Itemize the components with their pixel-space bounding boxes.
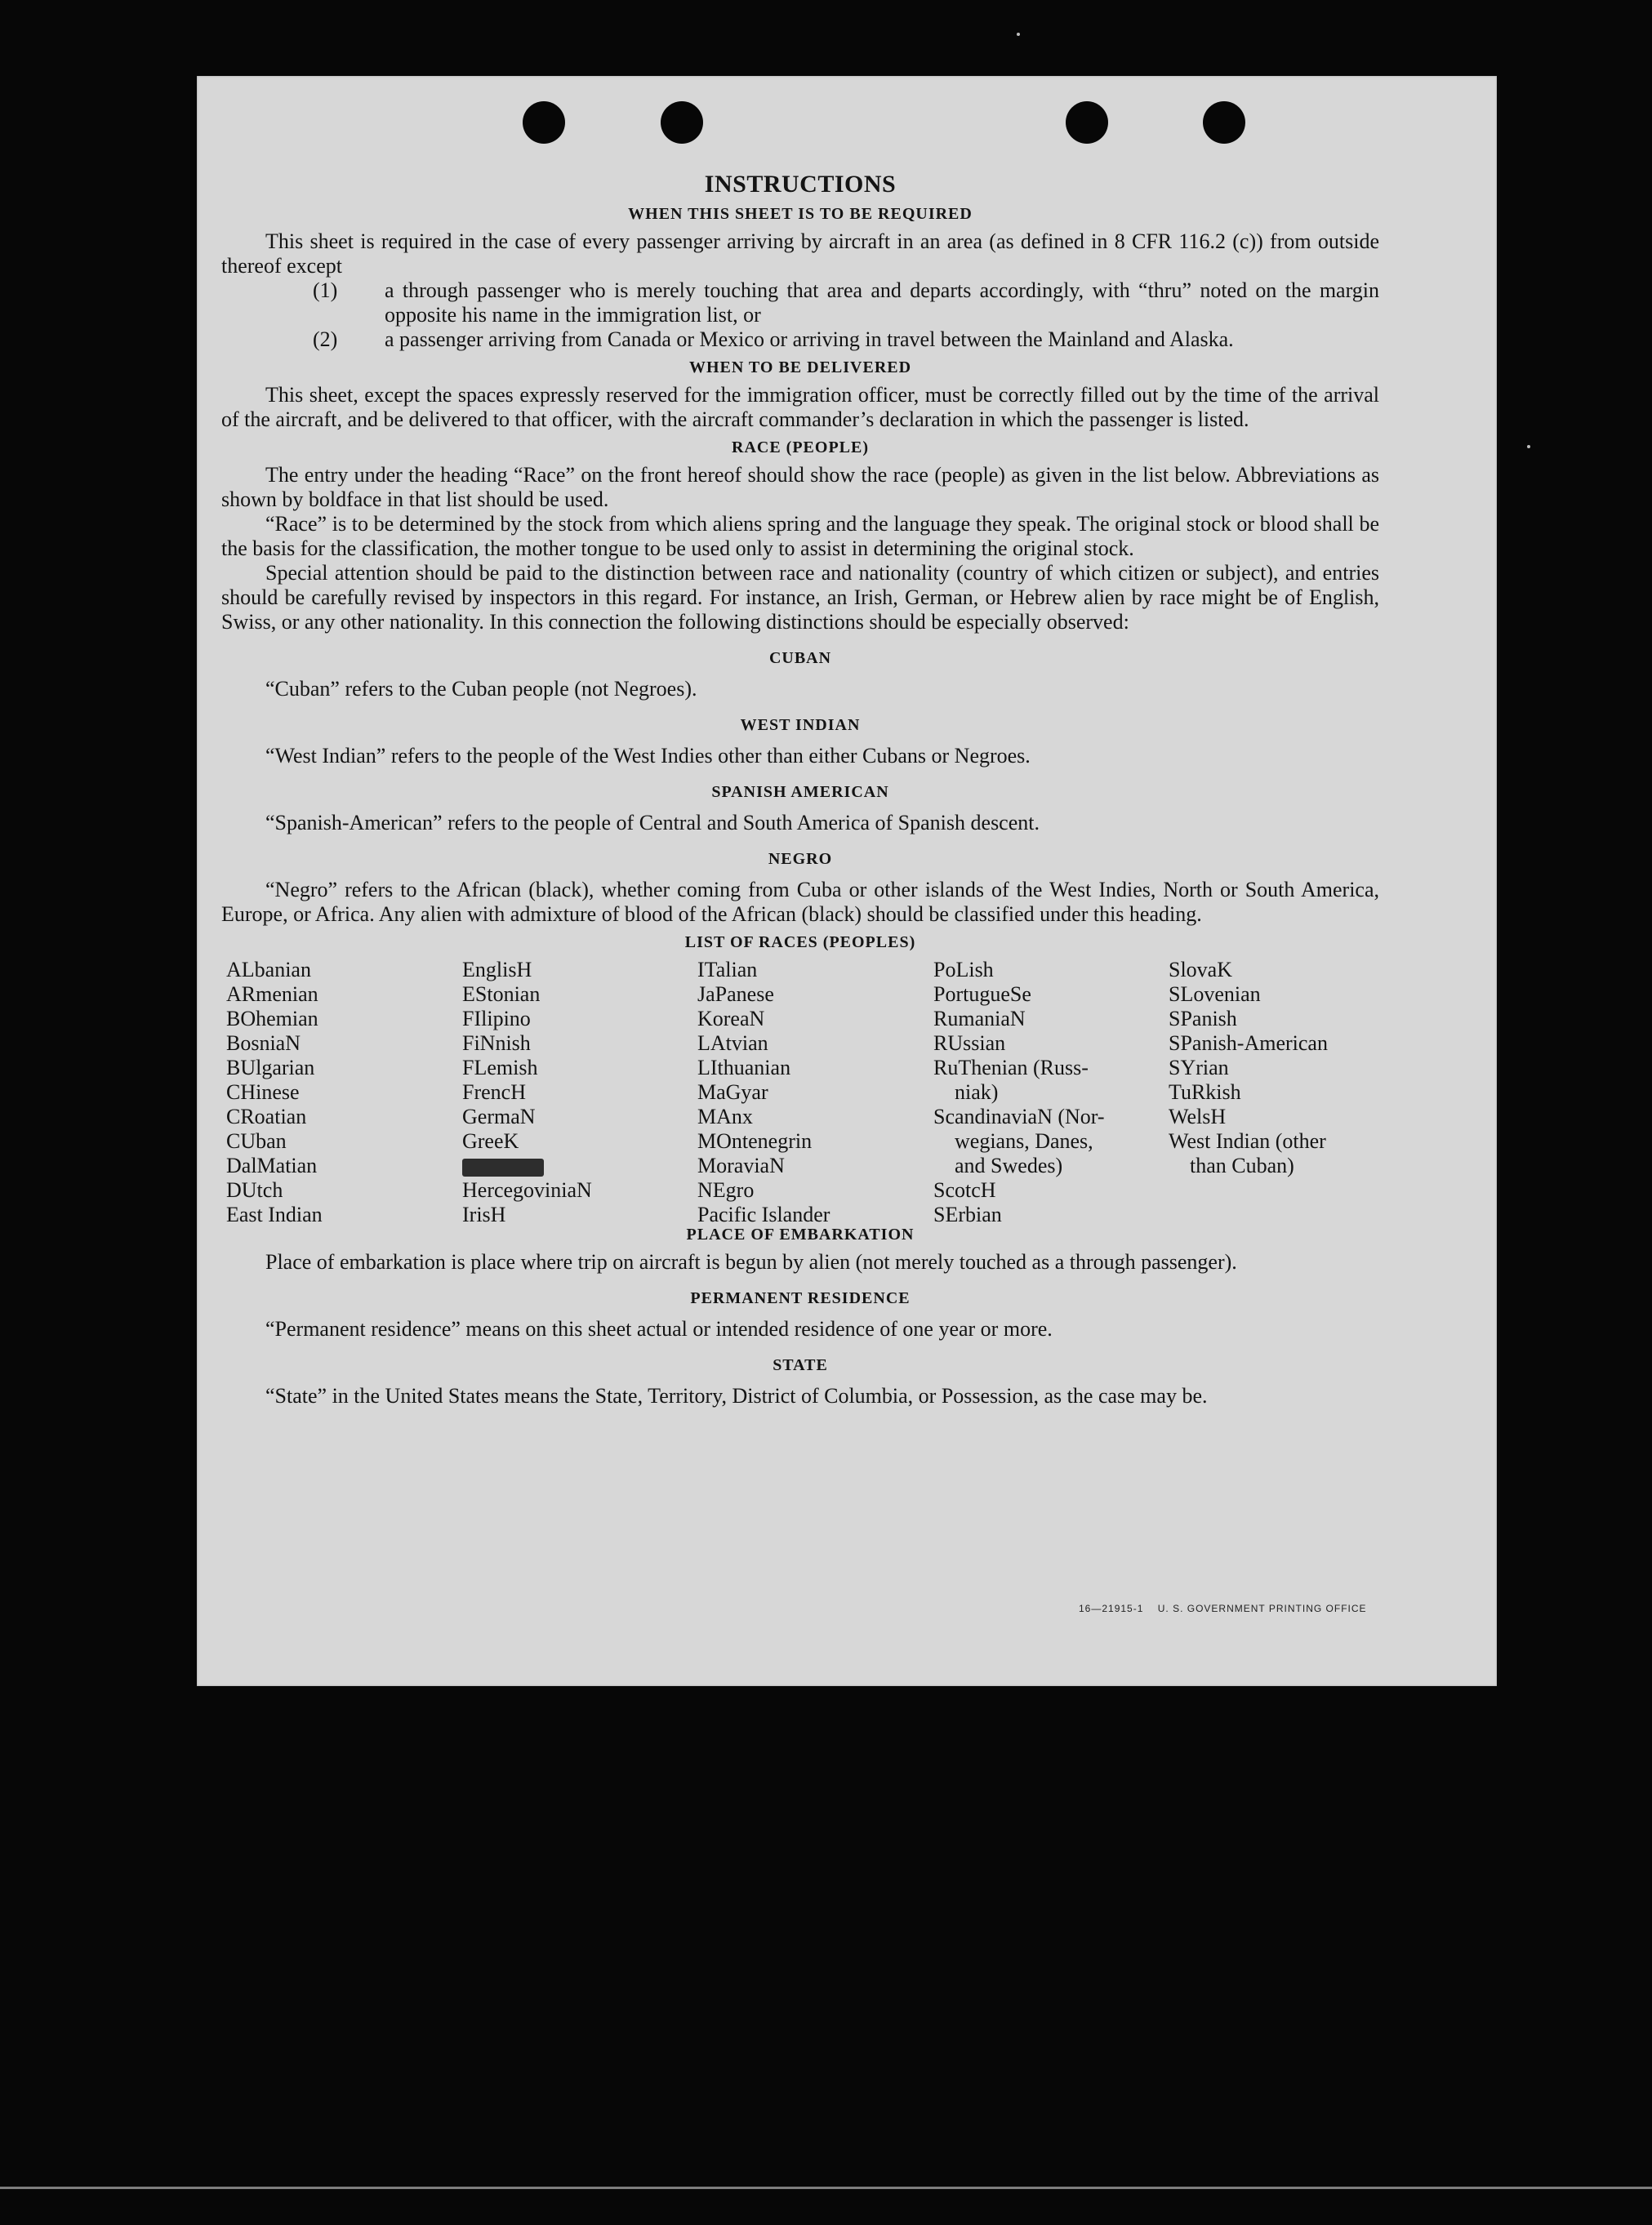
race-entry: EnglisH <box>462 958 532 981</box>
race-entry: niak) <box>955 1080 999 1104</box>
race-paragraph: The entry under the heading “Race” on the front hereof should show the race (people) as given in the list below. Abbreviations as shown by boldface in that list should be used. <box>221 463 1379 511</box>
race-entry: BOhemian <box>226 1007 318 1030</box>
embarkation-text: Place of embarkation is place where trip on aircraft is begun by alien (not merely touched as a through passenger). <box>265 1250 1237 1274</box>
instructions-content <box>221 172 1379 1408</box>
race-entry: SYrian <box>1169 1056 1229 1079</box>
heading-state: STATE <box>773 1356 828 1374</box>
punch-hole <box>661 101 703 144</box>
race-entry: CUban <box>226 1129 287 1153</box>
exception-number: (2) <box>313 327 338 351</box>
heading-place-of-embarkation: PLACE OF EMBARKATION <box>686 1226 915 1244</box>
heading-when-delivered: WHEN TO BE DELIVERED <box>688 358 912 376</box>
heading-race: RACE (PEOPLE) <box>732 438 869 456</box>
form-code: 16—21915-1 <box>1079 1603 1144 1614</box>
races-column <box>697 958 830 1227</box>
race-entry: JaPanese <box>697 982 774 1006</box>
race-entry: EStonian <box>462 982 541 1006</box>
race-entry: SLovenian <box>1169 982 1261 1006</box>
race-entry: SPanish <box>1169 1007 1237 1030</box>
exception-text: a passenger arriving from Canada or Mexico or arriving in travel between the Mainland and Alaska. <box>385 327 1234 351</box>
race-entry: West Indian (other <box>1169 1129 1326 1153</box>
race-entry: ARmenian <box>226 982 318 1006</box>
race-entry: CRoatian <box>226 1105 307 1128</box>
races-column <box>1169 958 1328 1178</box>
race-entry: wegians, Danes, <box>955 1129 1093 1153</box>
delivered-text: This sheet, except the spaces expressly reserved for the immigration officer, must be correctly filled out by the time of the arrival of the aircraft, and be delivered to that officer, with the aircraft commander’s declaration in which the passenger is listed. <box>221 383 1379 431</box>
printer-name: U. S. GOVERNMENT PRINTING OFFICE <box>1157 1603 1367 1614</box>
heading-permanent-residence: PERMANENT RESIDENCE <box>690 1289 911 1307</box>
required-intro-text: This sheet is required in the case of every passenger arriving by aircraft in an area (as defined in 8 CFR 116.2 (c)) from outside thereof except <box>221 229 1379 278</box>
race-entry: HercegoviniaN <box>462 1178 592 1202</box>
race-entry: RUssian <box>933 1031 1006 1055</box>
state-text: “State” in the United States means the State, Territory, District of Columbia, or Possession, as the case may be. <box>265 1384 1208 1408</box>
heading-list-of-races: LIST OF RACES (PEOPLES) <box>684 933 916 951</box>
races-column <box>933 958 1105 1227</box>
race-entry: East Indian <box>226 1203 323 1226</box>
race-entry: FrencH <box>462 1080 526 1104</box>
race-entry: RuThenian (Russ- <box>933 1056 1089 1079</box>
document-sheet <box>197 76 1497 1686</box>
race-entry: GreeK <box>462 1129 519 1153</box>
exception-number: (1) <box>313 278 338 302</box>
punch-hole <box>1066 101 1108 144</box>
race-entry: MOntenegrin <box>697 1129 813 1153</box>
background-speck <box>1017 33 1020 36</box>
punch-hole <box>1203 101 1245 144</box>
race-entry: ALbanian <box>226 958 311 981</box>
spanish-american-text: “Spanish-American” refers to the people of Central and South America of Spanish descent. <box>265 811 1040 834</box>
race-entry: ScotcH <box>933 1178 996 1202</box>
race-entry: ScandinaviaN (Nor- <box>933 1105 1105 1128</box>
heading-west-indian: WEST INDIAN <box>740 716 861 734</box>
background-speck <box>1527 445 1530 448</box>
races-column <box>462 958 592 1227</box>
page-title: INSTRUCTIONS <box>704 171 897 198</box>
race-entry: CHinese <box>226 1080 300 1104</box>
negro-text: “Negro” refers to the African (black), whether coming from Cuba or other islands of the West Indies, North or South America, Europe, or Africa. Any alien with admixture of blood of the African (black) should be classified under this heading. <box>221 878 1379 926</box>
residence-text: “Permanent residence” means on this sheet actual or intended residence of one year or more. <box>265 1317 1053 1341</box>
race-entry: LIthuanian <box>697 1056 791 1079</box>
race-entry: RumaniaN <box>933 1007 1026 1030</box>
race-entry: NEgro <box>697 1178 755 1202</box>
race-entry: FiNnish <box>462 1031 531 1055</box>
redaction-mark <box>462 1159 544 1177</box>
race-entry: KoreaN <box>697 1007 765 1030</box>
race-entry: MaGyar <box>697 1080 768 1104</box>
race-entry: ITalian <box>697 958 758 981</box>
race-entry: BUlgarian <box>226 1056 315 1079</box>
race-paragraph: “Race” is to be determined by the stock from which aliens spring and the language they speak. The original stock or blood shall be the basis for the classification, the mother tongue to be used only to assist in determining the original stock. <box>221 512 1379 560</box>
exception-text: a through passenger who is merely touching that area and departs accordingly, with “thru” noted on the margin opposite his name in the immigration list, or <box>385 278 1379 327</box>
race-paragraph: Special attention should be paid to the distinction between race and nationality (country of which citizen or subject), and entries should be carefully revised by inspectors in this regard. For instance, an Irish, German, or Hebrew alien by race might be of English, Swiss, or any other nationality. In this connection the following distinctions should be especially observed: <box>221 561 1379 634</box>
race-entry: SlovaK <box>1169 958 1232 981</box>
printing-office-footer <box>1079 1603 1367 1614</box>
races-column <box>226 958 323 1227</box>
race-entry: and Swedes) <box>955 1154 1063 1177</box>
exception-item <box>221 278 1379 327</box>
race-entry: MoraviaN <box>697 1154 785 1177</box>
heading-when-required: WHEN THIS SHEET IS TO BE REQUIRED <box>628 205 973 223</box>
race-entry-redacted <box>462 1154 592 1178</box>
race-entry: PoLish <box>933 958 994 981</box>
race-entry: Pacific Islander <box>697 1203 830 1226</box>
race-entry: FLemish <box>462 1056 538 1079</box>
race-entry: IrisH <box>462 1203 506 1226</box>
race-entry: BosniaN <box>226 1031 301 1055</box>
race-entry: SErbian <box>933 1203 1002 1226</box>
heading-spanish-american: SPANISH AMERICAN <box>711 783 889 801</box>
race-entry: MAnx <box>697 1105 753 1128</box>
race-entry: TuRkish <box>1169 1080 1241 1104</box>
race-entry: FIlipino <box>462 1007 531 1030</box>
scan-edge-line <box>0 2187 1652 2189</box>
heading-negro: NEGRO <box>768 850 833 868</box>
race-entry: SPanish-American <box>1169 1031 1328 1055</box>
required-intro <box>221 229 1379 278</box>
race-entry: DUtch <box>226 1178 283 1202</box>
race-entry: LAtvian <box>697 1031 768 1055</box>
race-entry: GermaN <box>462 1105 536 1128</box>
race-entry: WelsH <box>1169 1105 1227 1128</box>
cuban-text: “Cuban” refers to the Cuban people (not Negroes). <box>265 677 697 701</box>
race-entry: DalMatian <box>226 1154 318 1177</box>
race-entry: PortugueSe <box>933 982 1031 1006</box>
heading-cuban: CUBAN <box>768 649 832 667</box>
races-list <box>221 958 1379 1226</box>
punch-hole <box>523 101 565 144</box>
exception-item <box>221 327 1379 352</box>
race-entry: than Cuban) <box>1190 1154 1294 1177</box>
west-indian-text: “West Indian” refers to the people of the West Indies other than either Cubans or Negroes. <box>265 744 1031 768</box>
